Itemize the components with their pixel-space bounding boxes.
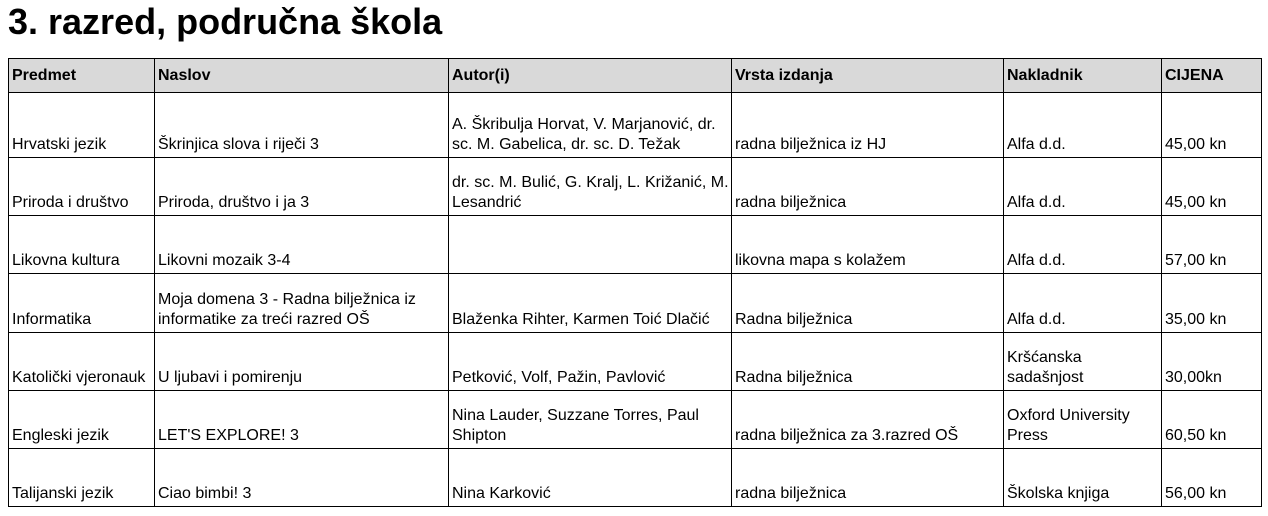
cell-naslov: Ciao bimbi! 3: [155, 449, 449, 507]
cell-autori: Petković, Volf, Pažin, Pavlović: [449, 333, 732, 391]
cell-predmet: Engleski jezik: [9, 391, 155, 449]
cell-naslov: Moja domena 3 - Radna bilježnica iz informatike za treći razred OŠ: [155, 274, 449, 333]
table-row: [9, 391, 1262, 449]
header-nakladnik: Nakladnik: [1004, 59, 1162, 93]
cell-cijena: 30,00kn: [1162, 333, 1262, 391]
table-row: [9, 93, 1262, 158]
table-row: [9, 158, 1262, 216]
cell-vrsta-izdanja: radna bilježnica iz HJ: [732, 93, 1004, 158]
cell-autori: dr. sc. M. Bulić, G. Kralj, L. Križanić, M. Lesandrić: [449, 158, 732, 216]
cell-cijena: 60,50 kn: [1162, 391, 1262, 449]
cell-predmet: Talijanski jezik: [9, 449, 155, 507]
cell-naslov: Škrinjica slova i riječi 3: [155, 93, 449, 158]
cell-naslov: U ljubavi i pomirenju: [155, 333, 449, 391]
cell-nakladnik: Školska knjiga: [1004, 449, 1162, 507]
cell-vrsta-izdanja: likovna mapa s kolažem: [732, 216, 1004, 274]
cell-autori: Nina Lauder, Suzzane Torres, Paul Shipton: [449, 391, 732, 449]
cell-vrsta-izdanja: Radna bilježnica: [732, 274, 1004, 333]
cell-naslov: Priroda, društvo i ja 3: [155, 158, 449, 216]
cell-nakladnik: Alfa d.d.: [1004, 93, 1162, 158]
cell-cijena: 57,00 kn: [1162, 216, 1262, 274]
cell-nakladnik: Oxford University Press: [1004, 391, 1162, 449]
header-predmet: Predmet: [9, 59, 155, 93]
cell-vrsta-izdanja: radna bilježnica: [732, 449, 1004, 507]
table-row: [9, 449, 1262, 507]
header-vrsta-izdanja: Vrsta izdanja: [732, 59, 1004, 93]
cell-nakladnik: Kršćanska sadašnjost: [1004, 333, 1162, 391]
cell-autori: Blaženka Rihter, Karmen Toić Dlačić: [449, 274, 732, 333]
cell-vrsta-izdanja: radna bilježnica za 3.razred OŠ: [732, 391, 1004, 449]
cell-cijena: 45,00 kn: [1162, 158, 1262, 216]
cell-cijena: 35,00 kn: [1162, 274, 1262, 333]
header-autori: Autor(i): [449, 59, 732, 93]
cell-predmet: Katolički vjeronauk: [9, 333, 155, 391]
table-header-row: [9, 59, 1262, 93]
cell-predmet: Priroda i društvo: [9, 158, 155, 216]
cell-cijena: 56,00 kn: [1162, 449, 1262, 507]
header-naslov: Naslov: [155, 59, 449, 93]
page-title: 3. razred, područna škola: [8, 1, 443, 42]
cell-naslov: Likovni mozaik 3-4: [155, 216, 449, 274]
cell-predmet: Informatika: [9, 274, 155, 333]
cell-nakladnik: Alfa d.d.: [1004, 158, 1162, 216]
table-row: [9, 333, 1262, 391]
cell-nakladnik: Alfa d.d.: [1004, 216, 1162, 274]
header-cijena: CIJENA: [1162, 59, 1262, 93]
cell-naslov: LET'S EXPLORE! 3: [155, 391, 449, 449]
table-row: [9, 216, 1262, 274]
cell-predmet: Likovna kultura: [9, 216, 155, 274]
cell-autori: [449, 216, 732, 274]
table-row: [9, 274, 1262, 333]
cell-vrsta-izdanja: radna bilježnica: [732, 158, 1004, 216]
cell-nakladnik: Alfa d.d.: [1004, 274, 1162, 333]
textbook-table: [8, 58, 1262, 507]
cell-vrsta-izdanja: Radna bilježnica: [732, 333, 1004, 391]
cell-predmet: Hrvatski jezik: [9, 93, 155, 158]
cell-cijena: 45,00 kn: [1162, 93, 1262, 158]
cell-autori: Nina Karković: [449, 449, 732, 507]
cell-autori: A. Škribulja Horvat, V. Marjanović, dr. sc. M. Gabelica, dr. sc. D. Težak: [449, 93, 732, 158]
